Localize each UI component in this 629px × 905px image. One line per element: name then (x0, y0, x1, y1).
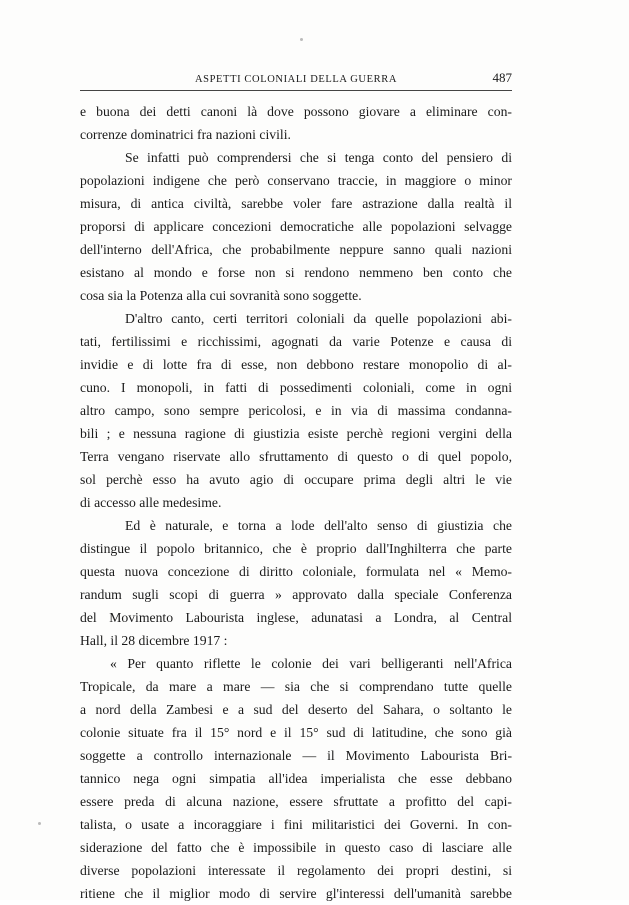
text-line: distingue il popolo britannico, che è proprio dall'Inghilterra che parte (80, 541, 512, 556)
page-number: 487 (492, 70, 512, 85)
text-line: Ed è naturale, e torna a lode dell'alto senso di giustizia che (125, 518, 512, 533)
text-line: Terra vengano riservate allo sfruttamento di questo o di quel popolo, (80, 449, 512, 464)
paper-speck (300, 38, 303, 41)
text-line: e buona dei detti canoni là dove possono giovare a eliminare con- (80, 104, 512, 119)
text-line: Se infatti può comprendersi che si tenga conto del pensiero di (125, 150, 512, 165)
text-line: bili ; e nessuna ragione di giustizia esiste perchè regioni vergini della (80, 426, 512, 441)
text-line: « Per quanto riflette le colonie dei vari belligeranti nell'Africa (110, 656, 512, 671)
text-line: proporsi di applicare concezioni democratiche alle popolazioni selvagge (80, 219, 512, 234)
text-line: Hall, il 28 dicembre 1917 : (80, 633, 228, 648)
text-line: diverse popolazioni interessate il regolamento dei propri destini, si (80, 863, 512, 878)
text-line: randum sugli scopi di guerra » approvato dalla speciale Conferenza (80, 587, 512, 602)
running-header (80, 68, 512, 90)
text-line: tati, fertilissimi e ricchissimi, agognati da varie Potenze e causa di (80, 334, 512, 349)
text-line: dell'interno dell'Africa, che probabilmente neppure sanno quali nazioni (80, 242, 512, 257)
text-line: D'altro canto, certi territori coloniali da quelle popolazioni abi- (125, 311, 512, 326)
text-line: misura, di antica civiltà, sarebbe voler fare astrazione dalla realtà il (80, 196, 512, 211)
text-line: ritiene che il miglior modo di servire gl'interessi dell'umanità sarebbe (80, 886, 512, 901)
text-line: siderazione del fatto che è impossibile in questo caso di lasciare alle (80, 840, 512, 855)
text-line: correnze dominatrici fra nazioni civili. (80, 127, 291, 142)
text-line: soggette a controllo internazionale — il Movimento Labourista Bri- (80, 748, 512, 763)
text-line: invidie e di lotte fra di esse, non debbono restare monopolio di al- (80, 357, 512, 372)
text-line: esistano al mondo e forse non si rendono nemmeno ben conto che (80, 265, 512, 280)
text-line: cosa sia la Potenza alla cui sovranità sono soggette. (80, 288, 362, 303)
text-line: a nord della Zambesi e a sud del deserto del Sahara, o soltanto le (80, 702, 512, 717)
text-line: talista, o usate a incoraggiare i fini militaristici dei Governi. In con- (80, 817, 512, 832)
text-line: popolazioni indigene che però conservano traccie, in maggiore o minor (80, 173, 512, 188)
text-line: del Movimento Labourista inglese, adunatasi a Londra, al Central (80, 610, 512, 625)
text-line: questa nuova concezione di diritto coloniale, formulata nel « Memo- (80, 564, 512, 579)
text-line: cuno. I monopoli, in fatti di possedimenti coloniali, come in ogni (80, 380, 512, 395)
text-line: sol perchè esso ha avuto agio di occupare prima degli altri le vie (80, 472, 512, 487)
running-title: ASPETTI COLONIALI DELLA GUERRA (194, 74, 398, 85)
header-rule (80, 90, 512, 91)
text-line: colonie situate fra il 15° nord e il 15° sud di latitudine, che sono già (80, 725, 512, 740)
text-line: Tropicale, da mare a mare — sia che si comprendano tutte quelle (80, 679, 512, 694)
body-text (80, 100, 512, 905)
text-line: altro campo, sono sempre pericolosi, e in via di massima condanna- (80, 403, 512, 418)
text-line: di accesso alle medesime. (80, 495, 222, 510)
text-line: tannico nega ogni simpatia all'idea imperialista che esse debbano (80, 771, 512, 786)
paper-speck (38, 822, 41, 825)
text-line: essere preda di alcuna nazione, essere sfruttate a profitto del capi- (80, 794, 512, 809)
